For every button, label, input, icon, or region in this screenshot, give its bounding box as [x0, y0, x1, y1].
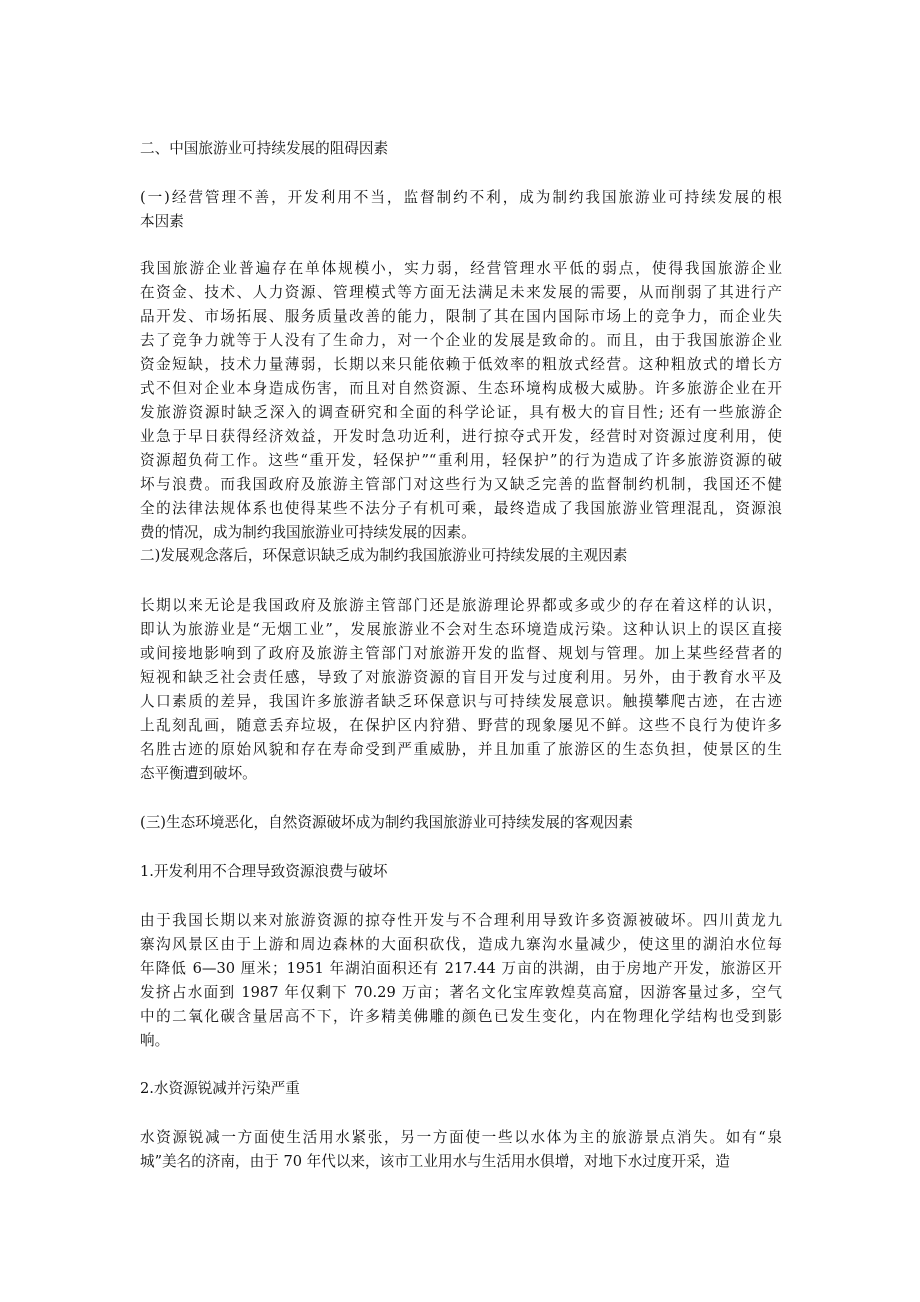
- subheading-3-2-line: 2.水资源锐减并污染严重: [140, 1080, 300, 1097]
- subheading-1-line: 本因素: [140, 213, 184, 230]
- paragraph-3-line: 寨沟风景区由于上游和周边森林的大面积砍伐，造成九寨沟水量减少，使这里的湖泊水位每: [140, 936, 782, 953]
- paragraph-1-line: 业急于早日获得经济效益，开发时急功近利，进行掠夺式开发，经营时对资源过度利用，使: [140, 428, 782, 445]
- subheading-3-line: (三)生态环境恶化，自然资源破坏成为制约我国旅游业可持续发展的客观因素: [140, 814, 633, 831]
- subheading-3-1-line: 1.开发利用不合理导致资源浪费与破坏: [140, 863, 388, 880]
- paragraph-3-line: 年降低 6—30 厘米；1951 年湖泊面积还有 217.44 万亩的洪湖，由于房地产开发，旅游区开: [140, 960, 782, 977]
- paragraph-1-line: 品开发、市场拓展、服务质量改善的能力，限制了其在国内国际市场上的竞争力，而企业失: [140, 308, 782, 325]
- paragraph-3-line: 由于我国长期以来对旅游资源的掠夺性开发与不合理利用导致许多资源被破坏。四川黄龙九: [140, 912, 782, 929]
- paragraph-3-line: 响。: [140, 1032, 170, 1049]
- paragraph-1-line: 费的情况，成为制约我国旅游业可持续发展的因素。: [140, 524, 476, 541]
- paragraph-2-line: 即认为旅游业是“无烟工业”，发展旅游业不会对生态环境造成污染。这种认识上的误区直接: [140, 621, 782, 638]
- paragraph-1-line: 式不但对企业本身造成伤害，而且对自然资源、生态环境构成极大威胁。许多旅游企业在开: [140, 380, 782, 397]
- paragraph-4-line: 城”美名的济南，由于 70 年代以来，该市工业用水与生活用水俱增，对地下水过度开采，造: [140, 1153, 730, 1170]
- paragraph-3-line: 发挤占水面到 1987 年仅剩下 70.29 万亩；著名文化宝库敦煌莫高窟，因游客量过多，空气: [140, 984, 782, 1001]
- paragraph-1-line: 资金短缺，技术力量薄弱，长期以来只能依赖于低效率的粗放式经营。这种粗放式的增长方: [140, 356, 782, 373]
- paragraph-2-line: 或间接地影响到了政府及旅游主管部门对旅游开发的监督、规划与管理。加上某些经营者的: [140, 645, 782, 662]
- subheading-1-line: (一)经营管理不善，开发利用不当，监督制约不利，成为制约我国旅游业可持续发展的根: [140, 189, 782, 206]
- paragraph-1-line: 在资金、技术、人力资源、管理模式等方面无法满足未来发展的需要，从而削弱了其进行产: [140, 284, 782, 301]
- paragraph-3-line: 中的二氧化碳含量居高不下，许多精美佛雕的颜色已发生变化，内在物理化学结构也受到影: [140, 1008, 782, 1025]
- paragraph-4-line: 水资源锐减一方面使生活用水紧张，另一方面使一些以水体为主的旅游景点消失。如有“泉: [140, 1129, 782, 1146]
- paragraph-1-line: 全的法律法规体系也使得某些不法分子有机可乘，最终造成了我国旅游业管理混乱，资源浪: [140, 500, 782, 517]
- paragraph-1-line: 资源超负荷工作。这些“重开发，轻保护”“重利用，轻保护”的行为造成了许多旅游资源的破: [140, 452, 782, 469]
- paragraph-1-line: 我国旅游企业普遍存在单体规模小，实力弱，经营管理水平低的弱点，使得我国旅游企业: [140, 260, 782, 277]
- paragraph-1-line: 发旅游资源时缺乏深入的调查研究和全面的科学论证，具有极大的盲目性; 还有一些旅游企: [140, 404, 782, 421]
- paragraph-2-line: 上乱刻乱画，随意丢弃垃圾，在保护区内狩猎、野营的现象屡见不鲜。这些不良行为使许多: [140, 717, 782, 734]
- heading-section-2-line: 二、中国旅游业可持续发展的阻碍因素: [140, 140, 389, 157]
- paragraph-2-line: 名胜古迹的原始风貌和存在寿命受到严重威胁，并且加重了旅游区的生态负担，使景区的生: [140, 741, 782, 758]
- paragraph-2-line: 长期以来无论是我国政府及旅游主管部门还是旅游理论界都或多或少的存在着这样的认识，: [140, 597, 782, 614]
- paragraph-2-line: 人口素质的差异，我国许多旅游者缺乏环保意识与可持续发展意识。触摸攀爬古迹，在古迹: [140, 693, 782, 710]
- paragraph-2-line: 短视和缺乏社会责任感，导致了对旅游资源的盲目开发与过度利用。另外，由于教育水平及: [140, 669, 782, 686]
- paragraph-1-line: 坏与浪费。而我国政府及旅游主管部门对这些行为又缺乏完善的监督制约机制，我国还不健: [140, 476, 782, 493]
- paragraph-1-line: 去了竞争力就等于人没有了生命力，对一个企业的发展是致命的。而且，由于我国旅游企业: [140, 332, 782, 349]
- subheading-2-line: 二)发展观念落后，环保意识缺乏成为制约我国旅游业可持续发展的主观因素: [140, 547, 628, 564]
- paragraph-2-line: 态平衡遭到破坏。: [140, 765, 257, 782]
